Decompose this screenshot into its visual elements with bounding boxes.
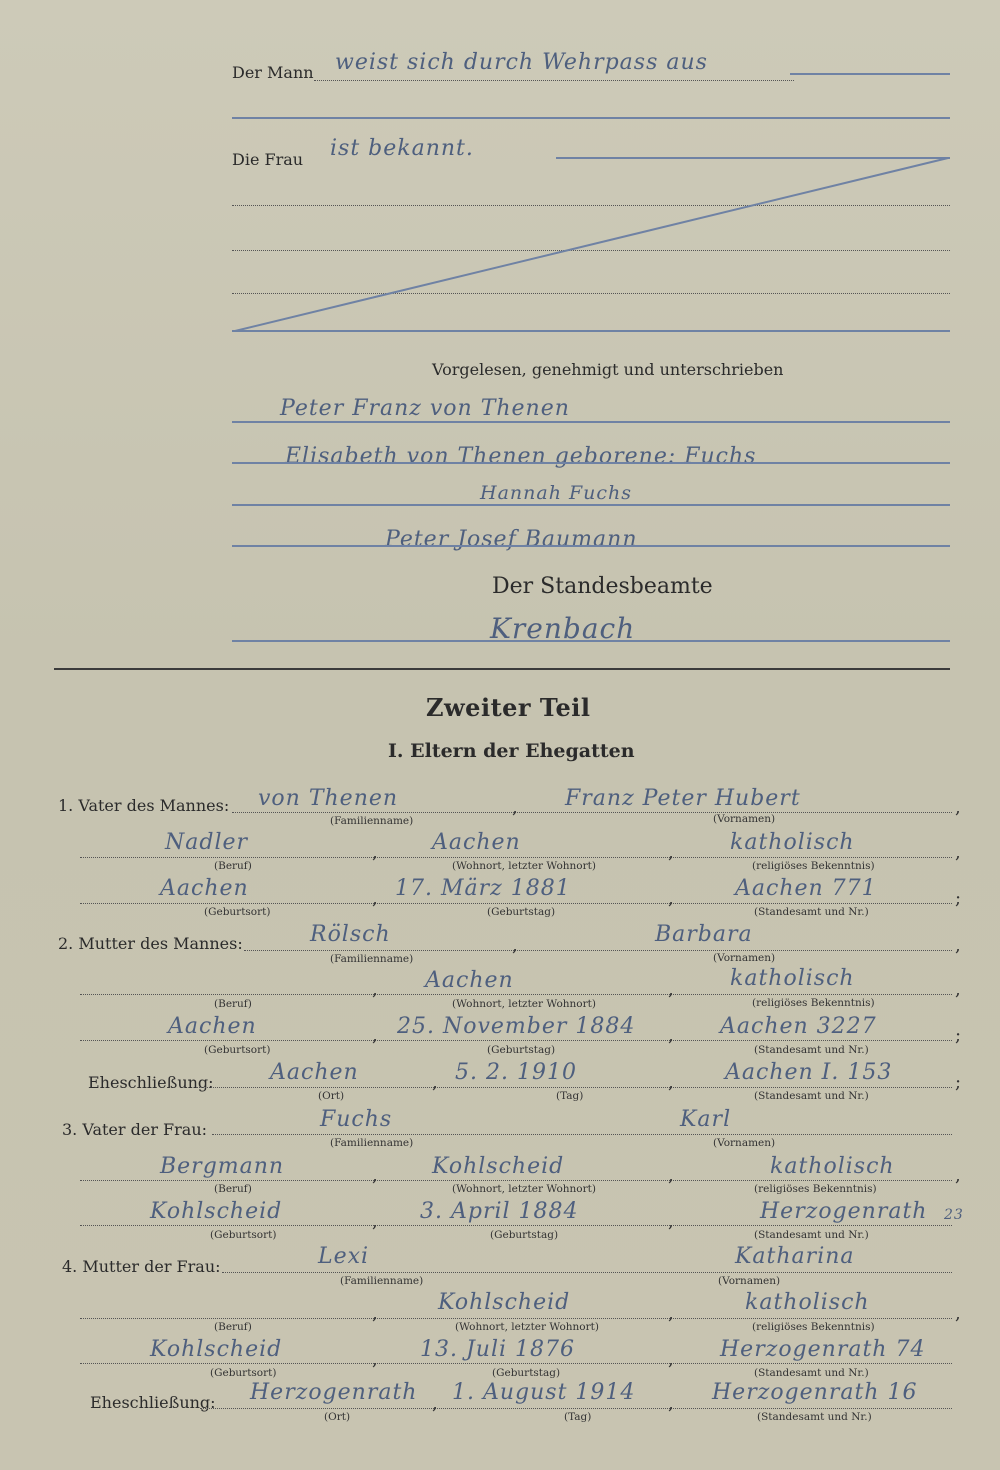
- caption-wohnort: (Wohnort, letzter Wohnort): [452, 1183, 596, 1195]
- caption-beruf: (Beruf): [214, 1183, 252, 1195]
- dotted-line: [232, 812, 952, 813]
- signature-line: [232, 640, 950, 642]
- strike-line: [790, 73, 950, 75]
- caption-tag: (Tag): [564, 1411, 592, 1423]
- caption-vornamen: (Vornamen): [713, 1137, 776, 1149]
- vater-frau-geburtsort: Kohlscheid: [150, 1199, 283, 1224]
- mutter-mann-standesamt: Aachen 3227: [720, 1014, 877, 1039]
- vater-mann-beruf: Nadler: [165, 830, 249, 855]
- dotted-line: [80, 1318, 952, 1319]
- vater-mann-label: 1. Vater des Mannes:: [58, 796, 230, 815]
- signature-line: [232, 504, 950, 506]
- caption-standesamt: (Standesamt und Nr.): [754, 1367, 869, 1379]
- mutter-frau-geburtsort: Kohlscheid: [150, 1337, 283, 1362]
- frau-label: Die Frau: [232, 150, 304, 169]
- caption-familienname: (Familienname): [330, 953, 414, 965]
- dotted-line: [212, 1134, 952, 1135]
- caption-standesamt: (Standesamt und Nr.): [754, 1229, 869, 1241]
- vater-frau-vornamen: Karl: [680, 1107, 732, 1132]
- ehe2-standesamt: Herzogenrath 16: [712, 1380, 918, 1405]
- caption-geburtsort: (Geburtsort): [210, 1367, 277, 1379]
- vorgelesen-text: Vorgelesen, genehmigt und unterschrieben: [432, 360, 784, 379]
- ehe2-ort: Herzogenrath: [250, 1380, 418, 1405]
- caption-wohnort: (Wohnort, letzter Wohnort): [452, 998, 596, 1010]
- caption-geburtstag: (Geburtstag): [487, 906, 556, 918]
- mutter-frau-familienname: Lexi: [318, 1244, 370, 1269]
- caption-bekenntnis: (religiöses Bekenntnis): [752, 997, 875, 1009]
- caption-tag: (Tag): [556, 1090, 584, 1102]
- vater-mann-geburtsort: Aachen: [160, 876, 249, 901]
- ehe2-label: Eheschließung:: [90, 1393, 216, 1412]
- caption-beruf: (Beruf): [214, 998, 252, 1010]
- dotted-line: [80, 903, 952, 904]
- mutter-mann-geburtsort: Aachen: [168, 1014, 257, 1039]
- dotted-line: [80, 857, 952, 858]
- caption-standesamt: (Standesamt und Nr.): [754, 1090, 869, 1102]
- ehe1-label: Eheschließung:: [88, 1073, 214, 1092]
- signature-3: Hannah Fuchs: [480, 482, 633, 504]
- strike-line: [232, 117, 950, 119]
- caption-standesamt: (Standesamt und Nr.): [754, 906, 869, 918]
- vater-frau-bekenntnis: katholisch: [770, 1154, 895, 1179]
- caption-geburtsort: (Geburtsort): [210, 1229, 277, 1241]
- caption-wohnort: (Wohnort, letzter Wohnort): [455, 1321, 599, 1333]
- diagonal-strike: [232, 155, 952, 335]
- signature-line: [232, 462, 950, 464]
- dotted-line: [244, 950, 952, 951]
- caption-ort: (Ort): [324, 1411, 351, 1423]
- caption-bekenntnis: (religiöses Bekenntnis): [754, 1183, 877, 1195]
- mutter-frau-label: 4. Mutter der Frau:: [62, 1257, 221, 1276]
- signature-2: Elisabeth von Thenen geborene: Fuchs: [285, 444, 757, 469]
- vater-mann-bekenntnis: katholisch: [730, 830, 855, 855]
- ehe1-standesamt: Aachen I. 153: [725, 1060, 893, 1085]
- frau-text: ist bekannt.: [330, 136, 474, 161]
- standesbeamte-signature: Krenbach: [490, 612, 636, 645]
- vater-frau-standesamt-nr: 23: [944, 1207, 964, 1223]
- ehe1-tag: 5. 2. 1910: [455, 1060, 577, 1085]
- caption-geburtsort: (Geburtsort): [204, 906, 271, 918]
- caption-bekenntnis: (religiöses Bekenntnis): [752, 1321, 875, 1333]
- mutter-frau-bekenntnis: katholisch: [745, 1290, 870, 1315]
- vater-frau-geburtstag: 3. April 1884: [420, 1199, 579, 1224]
- dotted-line: [80, 1040, 952, 1041]
- caption-beruf: (Beruf): [214, 1321, 252, 1333]
- caption-vornamen: (Vornamen): [718, 1275, 781, 1287]
- signature-line: [232, 421, 950, 423]
- document-page: Der Mann weist sich durch Wehrpass aus Die Frau ist bekannt. Vorgelesen, genehmigt und unterschrieben Peter Franz von Thenen Elisabeth von Thenen geborene: Fuchs Hannah Fuchs Peter Josef Baumann Der Standesbeamte Krenbach Zweiter Teil I. Eltern der Ehegatten 1. Vater des Mannes: von Thenen Franz Peter Hubert , , (Familienname) (Vornamen) Nadler Aachen katholisch , , , (Beruf) (Wohnort, letzter Wohnort) (religiöses Bekenntnis) Aachen 17. März 1881 Aachen 771 , , ; (Geburtsort) (Geburtstag) (Standesamt und Nr.) 2. Mutter des Mannes: Rölsch Barbara , , (Familienname) (Vornamen) Aachen katholisch , , , (Beruf) (Wohnort, letzter Wohnort) (religiöses Bekenntnis) Aachen 25. November 1884 Aachen 3227 , , ; (Geburtsort) (Geburtstag) (Standesamt und Nr.) Eheschließung: Aachen 5. 2. 1910 Aachen I. 153 , , ; (Ort) (Tag) (Standesamt und Nr.) 3. Vater der Frau: Fuchs Karl (Familienname) (Vornamen) Bergmann Kohlscheid katholisch , , , (Beruf) (Wohnort, letzter Wohnort) (religiöses Bekenntnis) Kohlscheid 3. April 1884 Herzogenrath 23 , , (Geburtsort) (Geburtstag) (Standesamt und Nr.) 4. Mutter der Frau: Lexi Katharina (Familienname) (Vornamen) Kohlscheid katholisch , , , (Beruf) (Wohnort, letzter Wohnort) (religiöses Bekenntnis) Kohlscheid 13. Juli 1876 Herzogenrath 74 , , (Geburtsort) (Geburtstag) (Standesamt und Nr.) Eheschließung: Herzogenrath 1. August 1914 Herzogenrath 16 , , (Ort) (Tag) (Standesamt und Nr.): [0, 0, 1000, 1470]
- caption-familienname: (Familienname): [330, 815, 414, 827]
- dotted-line: [222, 1272, 952, 1273]
- mutter-mann-vornamen: Barbara: [655, 922, 753, 947]
- caption-familienname: (Familienname): [330, 1137, 414, 1149]
- ehe2-tag: 1. August 1914: [452, 1380, 636, 1405]
- mutter-frau-vornamen: Katharina: [735, 1244, 855, 1269]
- dotted-line: [80, 1225, 952, 1226]
- dotted-line: [80, 1180, 952, 1181]
- mutter-mann-geburtstag: 25. November 1884: [397, 1014, 636, 1039]
- mutter-mann-wohnort: Aachen: [425, 968, 514, 993]
- vater-mann-vornamen: Franz Peter Hubert: [565, 786, 801, 811]
- zweiter-teil-title: Zweiter Teil: [426, 693, 591, 722]
- caption-vornamen: (Vornamen): [713, 952, 776, 964]
- vater-frau-familienname: Fuchs: [320, 1107, 393, 1132]
- caption-geburtstag: (Geburtstag): [487, 1044, 556, 1056]
- caption-beruf: (Beruf): [214, 860, 252, 872]
- vater-frau-beruf: Bergmann: [160, 1154, 285, 1179]
- vater-frau-label: 3. Vater der Frau:: [62, 1120, 208, 1139]
- ehe1-ort: Aachen: [270, 1060, 359, 1085]
- vater-mann-familienname: von Thenen: [258, 786, 399, 811]
- vater-frau-standesamt: Herzogenrath: [760, 1199, 928, 1224]
- caption-standesamt: (Standesamt und Nr.): [754, 1044, 869, 1056]
- caption-geburtstag: (Geburtstag): [490, 1229, 559, 1241]
- standesbeamte-label: Der Standesbeamte: [492, 574, 713, 599]
- vater-mann-standesamt: Aachen 771: [735, 876, 877, 901]
- mutter-mann-bekenntnis: katholisch: [730, 966, 855, 991]
- mutter-mann-familienname: Rölsch: [310, 922, 391, 947]
- mutter-frau-standesamt: Herzogenrath 74: [720, 1337, 926, 1362]
- signature-line: [232, 545, 950, 547]
- caption-geburtstag: (Geburtstag): [492, 1367, 561, 1379]
- caption-geburtsort: (Geburtsort): [204, 1044, 271, 1056]
- eltern-subtitle: I. Eltern der Ehegatten: [388, 740, 635, 762]
- mutter-frau-wohnort: Kohlscheid: [438, 1290, 571, 1315]
- mann-text: weist sich durch Wehrpass aus: [335, 50, 708, 75]
- signature-1: Peter Franz von Thenen: [280, 396, 570, 421]
- vater-mann-geburtstag: 17. März 1881: [395, 876, 571, 901]
- dotted-line: [200, 1408, 952, 1409]
- mann-label: Der Mann: [232, 63, 314, 82]
- caption-bekenntnis: (religiöses Bekenntnis): [752, 860, 875, 872]
- dotted-line: [314, 80, 794, 81]
- signature-4: Peter Josef Baumann: [385, 527, 638, 552]
- caption-ort: (Ort): [318, 1090, 345, 1102]
- section-divider: [54, 668, 950, 670]
- caption-vornamen: (Vornamen): [713, 813, 776, 825]
- mutter-mann-label: 2. Mutter des Mannes:: [58, 934, 243, 953]
- vater-mann-wohnort: Aachen: [432, 830, 521, 855]
- dotted-line: [80, 1363, 952, 1364]
- dotted-line: [80, 994, 952, 995]
- dotted-line: [196, 1087, 952, 1088]
- caption-standesamt: (Standesamt und Nr.): [757, 1411, 872, 1423]
- caption-wohnort: (Wohnort, letzter Wohnort): [452, 860, 596, 872]
- caption-familienname: (Familienname): [340, 1275, 424, 1287]
- vater-frau-wohnort: Kohlscheid: [432, 1154, 565, 1179]
- mutter-frau-geburtstag: 13. Juli 1876: [420, 1337, 576, 1362]
